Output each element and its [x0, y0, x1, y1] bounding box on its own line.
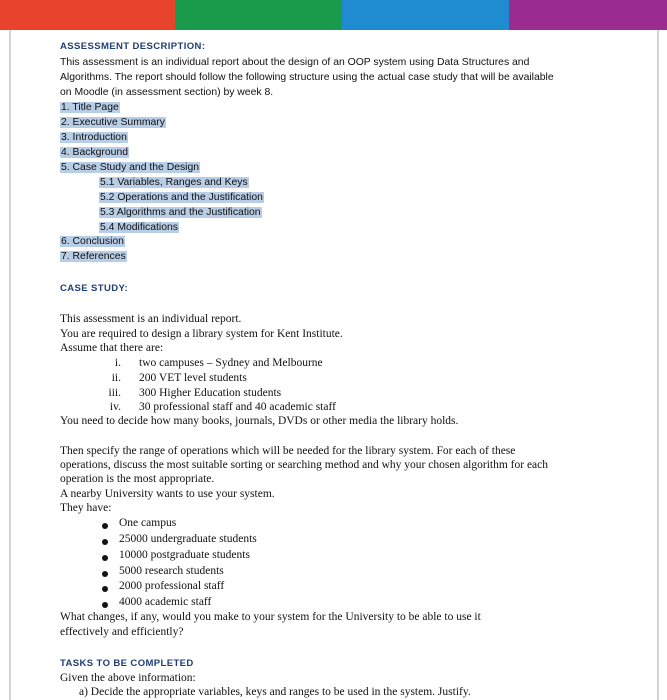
banner-segment-blue	[342, 0, 509, 30]
case-intro-line: Assume that there are:	[60, 342, 164, 354]
roman-item-text: 300 Higher Education students	[139, 387, 282, 399]
bullet-dot	[102, 571, 108, 577]
outline-subitem-modifications: 5.4 Modifications	[100, 222, 178, 233]
page-edge-right	[657, 30, 659, 700]
roman-numeral: i.	[114, 357, 121, 369]
bullet-dot	[102, 602, 108, 608]
outline-item-conclusion: 6. Conclusion	[61, 236, 124, 247]
case-study-heading: CASE STUDY:	[60, 283, 129, 294]
case-intro-line: You are required to design a library system for Kent Institute.	[60, 328, 343, 340]
operations-paragraph-line: operation is the most appropriate.	[60, 473, 215, 485]
university-line: They have:	[60, 502, 112, 514]
banner-segment-green	[175, 0, 342, 30]
assessment-paragraph-line: This assessment is an individual report about the design of an OOP system using Data Structures and	[60, 57, 530, 68]
outline-item-references: 7. References	[61, 251, 126, 262]
operations-paragraph-line: Then specify the range of operations which will be needed for the library system. For each of these	[60, 445, 516, 457]
roman-numeral: iv.	[109, 401, 121, 413]
banner-segment-red	[0, 0, 175, 30]
bullet-dot	[102, 523, 108, 529]
roman-item-text: two campuses – Sydney and Melbourne	[139, 357, 323, 369]
roman-item-text: 30 professional staff and 40 academic staff	[139, 401, 336, 413]
tasks-given-line: Given the above information:	[60, 672, 196, 684]
changes-question-line: What changes, if any, would you make to your system for the University to be able to use it	[60, 611, 481, 623]
assessment-heading: ASSESSMENT DESCRIPTION:	[60, 41, 206, 52]
outline-subitem-operations: 5.2 Operations and the Justification	[100, 192, 263, 203]
operations-paragraph-line: operations, discuss the most suitable sorting or searching method and why your chosen algorithm for each	[60, 459, 549, 471]
color-banner	[0, 0, 667, 30]
outline-item-executive-summary: 2. Executive Summary	[61, 117, 165, 128]
bullet-item: 4000 academic staff	[119, 596, 212, 608]
outline-item-case-study: 5. Case Study and the Design	[61, 162, 200, 173]
outline-subitem-variables: 5.1 Variables, Ranges and Keys	[100, 177, 248, 188]
bullet-item: 25000 undergraduate students	[119, 533, 257, 545]
bullet-item: 10000 postgraduate students	[119, 549, 250, 561]
bullet-dot	[102, 586, 108, 592]
outline-item-title-page: 1. Title Page	[61, 102, 119, 113]
bullet-item: One campus	[119, 517, 177, 529]
changes-question-line: effectively and efficiently?	[60, 626, 184, 638]
bullet-item: 2000 professional staff	[119, 580, 225, 592]
tasks-heading: TASKS TO BE COMPLETED	[60, 658, 194, 669]
outline-subitem-algorithms: 5.3 Algorithms and the Justification	[100, 207, 261, 218]
task-item-a: a) Decide the appropriate variables, keys and ranges to be used in the system. Justify.	[79, 686, 471, 698]
banner-segment-purple	[509, 0, 667, 30]
roman-item-text: 200 VET level students	[139, 372, 247, 384]
roman-numeral: ii.	[111, 372, 121, 384]
assessment-paragraph-line: Algorithms. The report should follow the following structure using the actual case study that will be available	[60, 72, 554, 83]
page-edge-left	[9, 30, 11, 700]
bullet-dot	[102, 539, 108, 545]
university-line: A nearby University wants to use your system.	[60, 488, 275, 500]
bullet-dot	[102, 555, 108, 561]
outline-item-introduction: 3. Introduction	[61, 132, 127, 143]
decide-line: You need to decide how many books, journals, DVDs or other media the library holds.	[60, 415, 459, 427]
roman-numeral: iii.	[108, 387, 121, 399]
outline-item-background: 4. Background	[61, 147, 129, 158]
assessment-paragraph-line: on Moodle (in assessment section) by week 8.	[60, 87, 274, 98]
bullet-item: 5000 research students	[119, 565, 224, 577]
case-intro-line: This assessment is an individual report.	[60, 313, 242, 325]
